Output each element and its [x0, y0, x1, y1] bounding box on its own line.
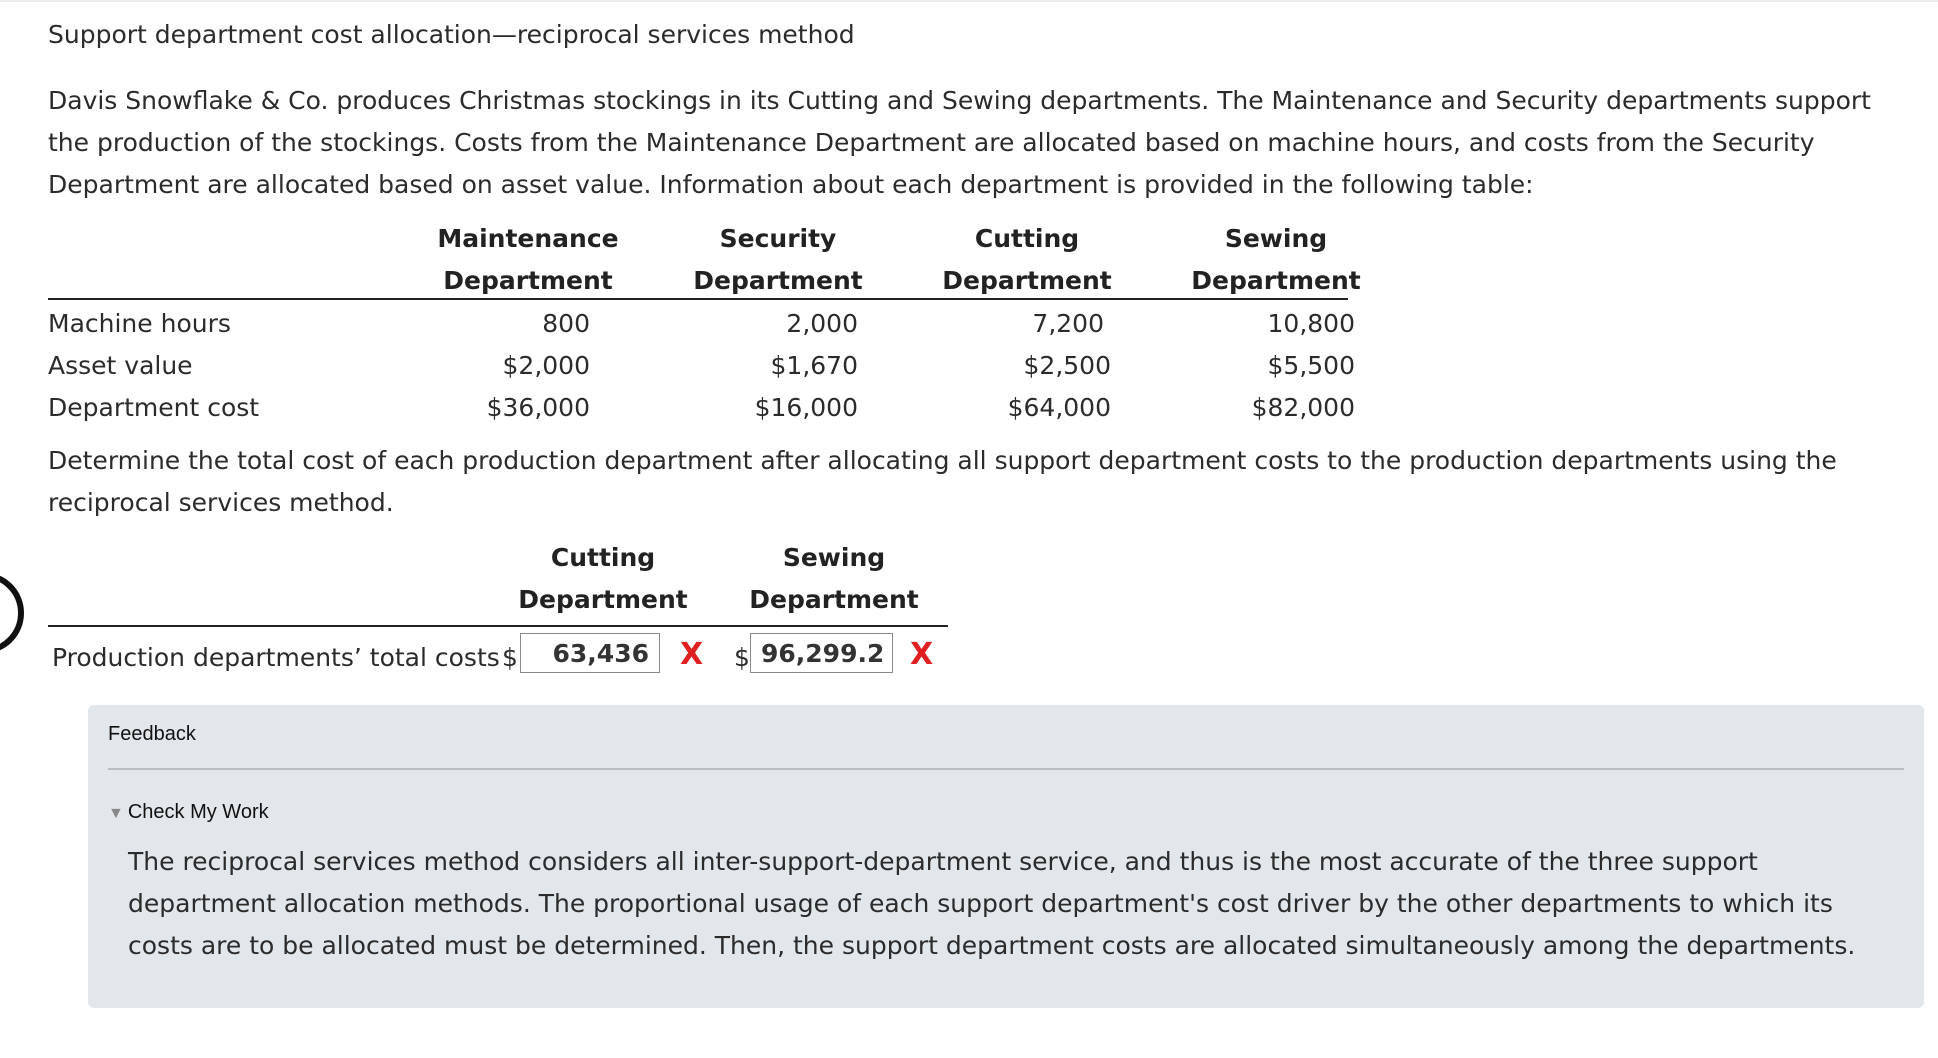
feedback-text: The reciprocal services method considers all inter-support-department service, and thus is the most accurate of the three support department allocation methods. The proportional usage of each support department's cost driver by the other departments to which its costs are to be allocated must be determined. Then, the support department costs are allocated simultaneously among the departments.: [128, 847, 1856, 960]
sewing-total-cost-input[interactable]: [750, 633, 893, 673]
sewing-incorrect-icon: X: [910, 637, 934, 672]
cell-security-machine-hours: 2,000: [786, 309, 858, 338]
problem-question: Determine the total cost of each production department after allocating all support department costs to the production departments using the reciprocal services method.: [48, 446, 1837, 517]
table-header-rule: [48, 298, 1348, 300]
header-sewing-line1: Sewing: [1224, 224, 1328, 253]
cell-sewing-department-cost: $82,000: [1251, 393, 1355, 422]
header-sewing: [1126, 218, 1426, 302]
answer-header-rule: [48, 625, 948, 627]
check-my-work-label: Check My Work: [127, 801, 269, 823]
check-my-work-toggle[interactable]: [108, 801, 269, 824]
side-circle-marker: [0, 572, 24, 654]
cell-maintenance-asset-value: $2,000: [502, 351, 590, 380]
header-security-line1: Security: [719, 224, 837, 253]
answer-header-cutting: [503, 537, 703, 621]
cell-maintenance-machine-hours: 800: [542, 309, 590, 338]
feedback-title: Feedback: [108, 723, 196, 745]
problem-intro: Davis Snowflake & Co. produces Christmas stockings in its Cutting and Sewing departments. The Maintenance and Security departments support the production of the stockings. Costs from the Maintenance Department are allocated based on machine hours, and costs from the Security Department are allocated based on asset value. Information about each department is provided in the following table:: [48, 86, 1871, 199]
answer-header-cutting-line1: Cutting: [550, 543, 656, 572]
sewing-currency-symbol: $: [734, 643, 750, 672]
row-label-department-cost: Department cost: [48, 393, 260, 422]
cell-cutting-asset-value: $2,500: [1023, 351, 1111, 380]
header-maintenance-line2: Department: [443, 266, 613, 295]
feedback-panel: [88, 705, 1924, 1008]
cell-cutting-machine-hours: 7,200: [1032, 309, 1104, 338]
header-cutting-line1: Cutting: [974, 224, 1080, 253]
header-security-line2: Department: [693, 266, 863, 295]
cutting-currency-symbol: $: [502, 643, 518, 672]
cell-security-asset-value: $1,670: [770, 351, 858, 380]
answer-header-sewing-line2: Department: [749, 585, 919, 614]
header-maintenance-line1: Maintenance: [437, 224, 619, 253]
cell-sewing-machine-hours: 10,800: [1267, 309, 1355, 338]
answer-row-label: Production departments’ total costs: [52, 643, 500, 672]
problem-title: Support department cost allocation—reciprocal services method: [48, 20, 855, 49]
answer-header-sewing-line1: Sewing: [782, 543, 886, 572]
cell-security-department-cost: $16,000: [754, 393, 858, 422]
header-cutting-line2: Department: [942, 266, 1112, 295]
cell-sewing-asset-value: $5,500: [1267, 351, 1355, 380]
cell-cutting-department-cost: $64,000: [1007, 393, 1111, 422]
triangle-down-icon: ▼: [108, 805, 124, 822]
row-label-machine-hours: Machine hours: [48, 309, 231, 338]
answer-header-sewing: [734, 537, 934, 621]
header-sewing-line2: Department: [1191, 266, 1361, 295]
answer-header-cutting-line2: Department: [518, 585, 688, 614]
cell-maintenance-department-cost: $36,000: [486, 393, 590, 422]
cutting-total-cost-input[interactable]: [520, 633, 660, 673]
top-divider: [0, 0, 1938, 2]
cutting-incorrect-icon: X: [680, 637, 704, 672]
feedback-divider: [108, 768, 1904, 770]
row-label-asset-value: Asset value: [48, 351, 193, 380]
